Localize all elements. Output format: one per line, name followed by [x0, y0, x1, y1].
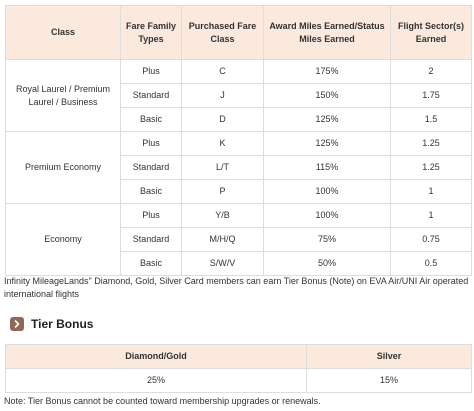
fare-class-cell: S/W/V: [182, 252, 264, 276]
fare-class-cell: L/T: [182, 156, 264, 180]
header-purchased-fare-class: Purchased Fare Class: [182, 6, 264, 60]
sectors-cell: 0.75: [391, 228, 472, 252]
header-flight-sectors: Flight Sector(s) Earned: [391, 6, 472, 60]
tier-bonus-footnote: Note: Tier Bonus cannot be counted toward membership upgrades or renewals.: [4, 396, 321, 406]
header-silver: Silver: [307, 345, 472, 369]
sectors-cell: 1.25: [391, 156, 472, 180]
fare-class-cell: M/H/Q: [182, 228, 264, 252]
fare-class-cell: Y/B: [182, 204, 264, 228]
diamond-gold-value: 25%: [6, 369, 307, 393]
fare-class-cell: K: [182, 132, 264, 156]
fare-type-cell: Plus: [121, 60, 182, 84]
header-diamond-gold: Diamond/Gold: [6, 345, 307, 369]
tier-bonus-table: [5, 344, 472, 393]
miles-cell: 150%: [264, 84, 391, 108]
table-row: [6, 132, 472, 156]
header-fare-family-types: Fare Family Types: [121, 6, 182, 60]
class-cell: Premium Economy: [6, 132, 121, 204]
fare-type-cell: Basic: [121, 252, 182, 276]
sectors-cell: 0.5: [391, 252, 472, 276]
fare-class-table: [5, 5, 472, 276]
header-award-miles: Award Miles Earned/Status Miles Earned: [264, 6, 391, 60]
table-header-row: [6, 6, 472, 60]
chevron-right-icon: [10, 317, 24, 331]
fare-type-cell: Plus: [121, 204, 182, 228]
tier-bonus-title: Tier Bonus: [31, 317, 94, 331]
table-header-row: [6, 345, 472, 369]
table-row: [6, 369, 472, 393]
miles-cell: 100%: [264, 204, 391, 228]
header-class: Class: [6, 6, 121, 60]
class-cell: Royal Laurel / Premium Laurel / Business: [6, 60, 121, 132]
fare-type-cell: Basic: [121, 180, 182, 204]
fare-class-cell: J: [182, 84, 264, 108]
table-row: [6, 60, 472, 84]
sectors-cell: 1: [391, 180, 472, 204]
fare-type-cell: Standard: [121, 156, 182, 180]
table-row: [6, 204, 472, 228]
miles-cell: 100%: [264, 180, 391, 204]
class-cell: Economy: [6, 204, 121, 276]
silver-value: 15%: [307, 369, 472, 393]
miles-cell: 115%: [264, 156, 391, 180]
fare-class-cell: C: [182, 60, 264, 84]
fare-type-cell: Plus: [121, 132, 182, 156]
sectors-cell: 2: [391, 60, 472, 84]
fare-type-cell: Basic: [121, 108, 182, 132]
sectors-cell: 1.75: [391, 84, 472, 108]
fare-type-cell: Standard: [121, 84, 182, 108]
fare-type-cell: Standard: [121, 228, 182, 252]
tier-bonus-eligibility-note: Infinity MileageLands" Diamond, Gold, Silver Card members can earn Tier Bonus (Note) on EVA Air/UNI Air operated international flights: [4, 276, 469, 299]
sectors-cell: 1.5: [391, 108, 472, 132]
miles-cell: 75%: [264, 228, 391, 252]
miles-cell: 125%: [264, 108, 391, 132]
fare-class-cell: P: [182, 180, 264, 204]
sectors-cell: 1: [391, 204, 472, 228]
miles-cell: 175%: [264, 60, 391, 84]
sectors-cell: 1.25: [391, 132, 472, 156]
miles-cell: 125%: [264, 132, 391, 156]
tier-bonus-heading: [10, 315, 93, 333]
miles-cell: 50%: [264, 252, 391, 276]
fare-class-cell: D: [182, 108, 264, 132]
